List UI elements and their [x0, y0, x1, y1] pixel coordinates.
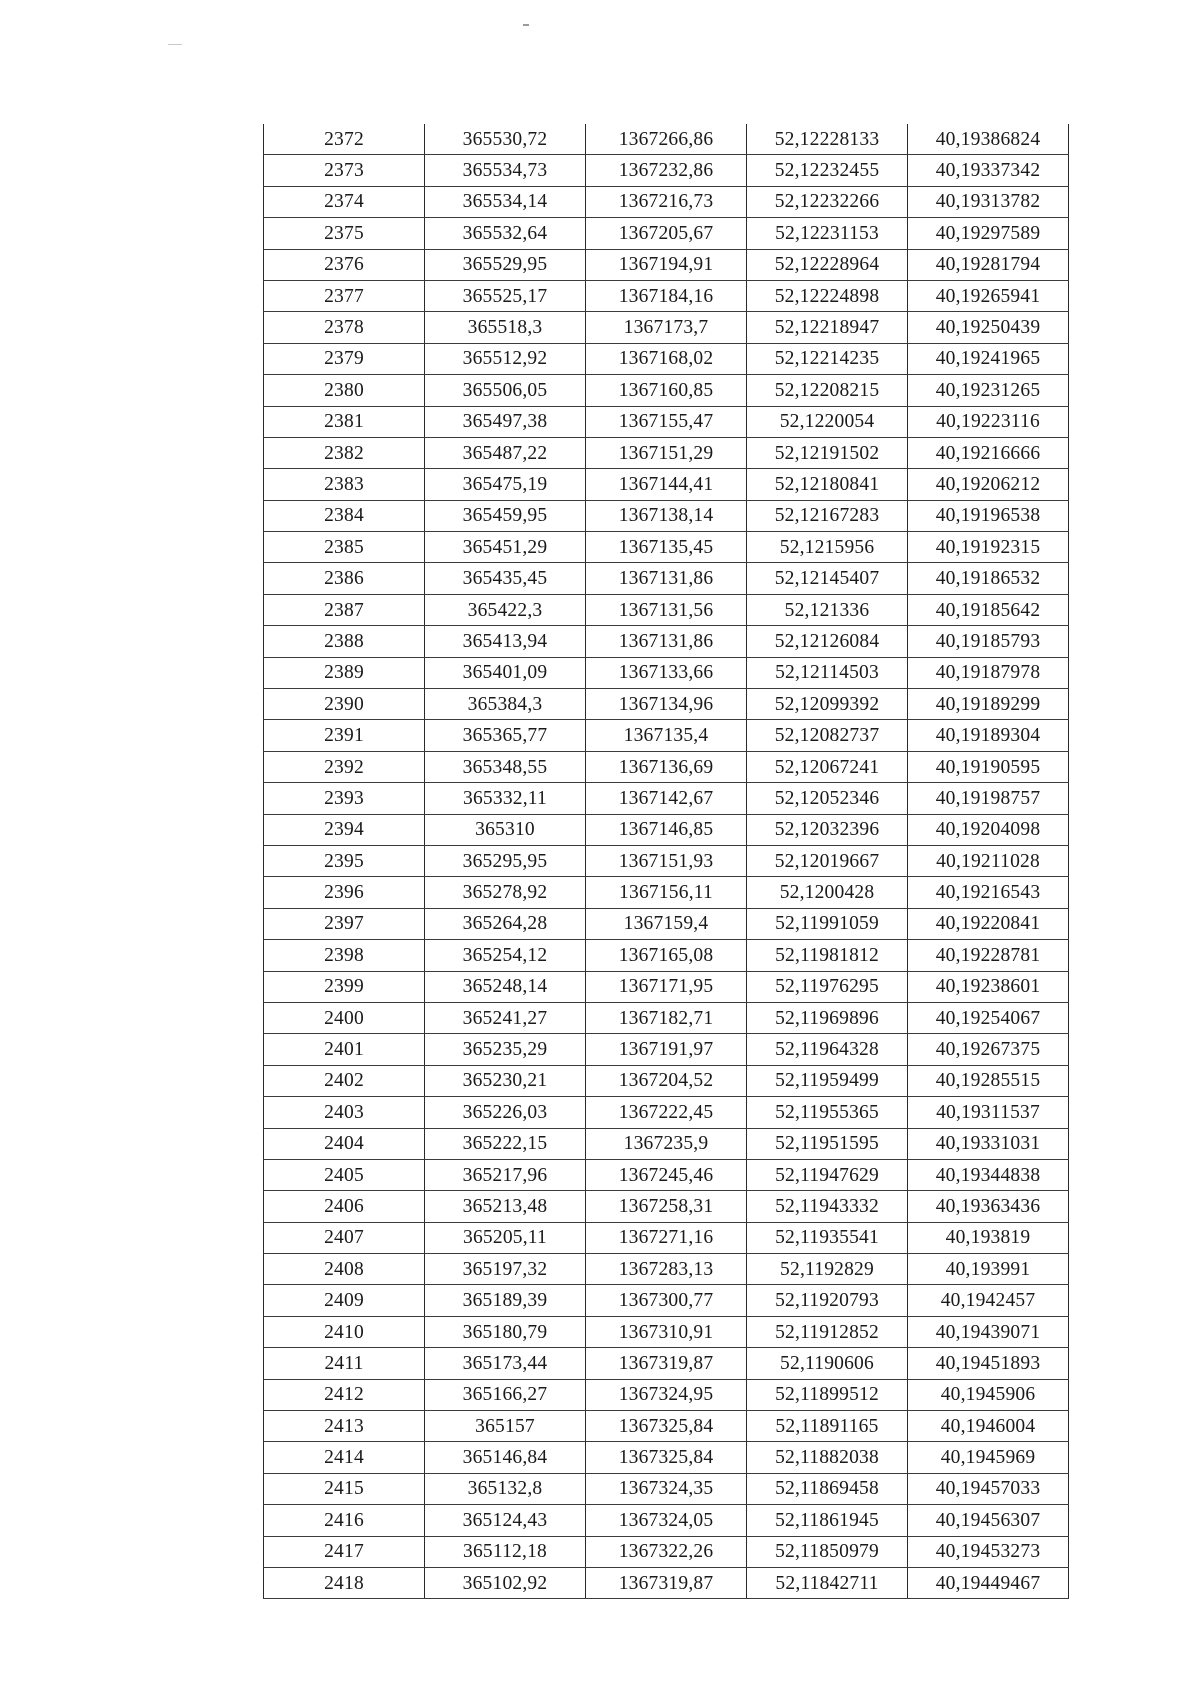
y-coordinate-cell: 1367324,05 [586, 1505, 747, 1536]
x-coordinate-cell: 365157 [425, 1411, 586, 1442]
latitude-cell: 52,12228133 [747, 124, 908, 155]
x-coordinate-cell: 365248,14 [425, 971, 586, 1002]
y-coordinate-cell: 1367266,86 [586, 124, 747, 155]
point-number-cell: 2373 [264, 155, 425, 186]
point-number-cell: 2379 [264, 343, 425, 374]
y-coordinate-cell: 1367325,84 [586, 1411, 747, 1442]
point-number-cell: 2389 [264, 657, 425, 688]
x-coordinate-cell: 365348,55 [425, 751, 586, 782]
y-coordinate-cell: 1367144,41 [586, 469, 747, 500]
y-coordinate-cell: 1367173,7 [586, 312, 747, 343]
table-row [264, 845, 1069, 876]
latitude-cell: 52,12167283 [747, 500, 908, 531]
latitude-cell: 52,12218947 [747, 312, 908, 343]
latitude-cell: 52,12019667 [747, 845, 908, 876]
x-coordinate-cell: 365518,3 [425, 312, 586, 343]
coordinates-table-body [264, 124, 1069, 1599]
longitude-cell: 40,19313782 [908, 186, 1069, 217]
table-row [264, 1159, 1069, 1190]
point-number-cell: 2393 [264, 783, 425, 814]
longitude-cell: 40,19457033 [908, 1473, 1069, 1504]
y-coordinate-cell: 1367155,47 [586, 406, 747, 437]
longitude-cell: 40,1942457 [908, 1285, 1069, 1316]
x-coordinate-cell: 365112,18 [425, 1536, 586, 1567]
y-coordinate-cell: 1367325,84 [586, 1442, 747, 1473]
y-coordinate-cell: 1367216,73 [586, 186, 747, 217]
y-coordinate-cell: 1367151,29 [586, 437, 747, 468]
x-coordinate-cell: 365197,32 [425, 1254, 586, 1285]
y-coordinate-cell: 1367324,95 [586, 1379, 747, 1410]
table-row [264, 249, 1069, 280]
point-number-cell: 2410 [264, 1316, 425, 1347]
longitude-cell: 40,19216543 [908, 877, 1069, 908]
longitude-cell: 40,19297589 [908, 218, 1069, 249]
longitude-cell: 40,1946004 [908, 1411, 1069, 1442]
table-row [264, 155, 1069, 186]
y-coordinate-cell: 1367300,77 [586, 1285, 747, 1316]
longitude-cell: 40,19228781 [908, 940, 1069, 971]
latitude-cell: 52,12067241 [747, 751, 908, 782]
x-coordinate-cell: 365497,38 [425, 406, 586, 437]
latitude-cell: 52,121336 [747, 594, 908, 625]
point-number-cell: 2403 [264, 1097, 425, 1128]
table-row [264, 657, 1069, 688]
point-number-cell: 2384 [264, 500, 425, 531]
y-coordinate-cell: 1367235,9 [586, 1128, 747, 1159]
x-coordinate-cell: 365132,8 [425, 1473, 586, 1504]
longitude-cell: 40,19281794 [908, 249, 1069, 280]
y-coordinate-cell: 1367232,86 [586, 155, 747, 186]
longitude-cell: 40,19449467 [908, 1567, 1069, 1598]
latitude-cell: 52,11943332 [747, 1191, 908, 1222]
longitude-cell: 40,193819 [908, 1222, 1069, 1253]
y-coordinate-cell: 1367182,71 [586, 1002, 747, 1033]
table-row [264, 751, 1069, 782]
latitude-cell: 52,12228964 [747, 249, 908, 280]
longitude-cell: 40,19223116 [908, 406, 1069, 437]
table-row [264, 783, 1069, 814]
latitude-cell: 52,11969896 [747, 1002, 908, 1033]
latitude-cell: 52,11959499 [747, 1065, 908, 1096]
y-coordinate-cell: 1367151,93 [586, 845, 747, 876]
y-coordinate-cell: 1367165,08 [586, 940, 747, 971]
x-coordinate-cell: 365529,95 [425, 249, 586, 280]
point-number-cell: 2399 [264, 971, 425, 1002]
table-row [264, 1254, 1069, 1285]
table-row [264, 1222, 1069, 1253]
longitude-cell: 40,19185642 [908, 594, 1069, 625]
longitude-cell: 40,19204098 [908, 814, 1069, 845]
point-number-cell: 2398 [264, 940, 425, 971]
point-number-cell: 2417 [264, 1536, 425, 1567]
latitude-cell: 52,11976295 [747, 971, 908, 1002]
table-row [264, 124, 1069, 155]
table-row [264, 1002, 1069, 1033]
longitude-cell: 40,19453273 [908, 1536, 1069, 1567]
y-coordinate-cell: 1367222,45 [586, 1097, 747, 1128]
longitude-cell: 40,19220841 [908, 908, 1069, 939]
table-row [264, 500, 1069, 531]
longitude-cell: 40,193991 [908, 1254, 1069, 1285]
latitude-cell: 52,11869458 [747, 1473, 908, 1504]
latitude-cell: 52,11899512 [747, 1379, 908, 1410]
latitude-cell: 52,1192829 [747, 1254, 908, 1285]
y-coordinate-cell: 1367156,11 [586, 877, 747, 908]
point-number-cell: 2391 [264, 720, 425, 751]
y-coordinate-cell: 1367135,4 [586, 720, 747, 751]
table-row [264, 532, 1069, 563]
latitude-cell: 52,11947629 [747, 1159, 908, 1190]
x-coordinate-cell: 365401,09 [425, 657, 586, 688]
x-coordinate-cell: 365475,19 [425, 469, 586, 500]
point-number-cell: 2396 [264, 877, 425, 908]
latitude-cell: 52,12099392 [747, 689, 908, 720]
point-number-cell: 2380 [264, 375, 425, 406]
table-row [264, 1505, 1069, 1536]
longitude-cell: 40,19439071 [908, 1316, 1069, 1347]
x-coordinate-cell: 365124,43 [425, 1505, 586, 1536]
x-coordinate-cell: 365532,64 [425, 218, 586, 249]
y-coordinate-cell: 1367204,52 [586, 1065, 747, 1096]
table-row [264, 940, 1069, 971]
table-row [264, 280, 1069, 311]
table-row [264, 1065, 1069, 1096]
table-row [264, 1536, 1069, 1567]
latitude-cell: 52,12214235 [747, 343, 908, 374]
latitude-cell: 52,12231153 [747, 218, 908, 249]
point-number-cell: 2372 [264, 124, 425, 155]
y-coordinate-cell: 1367194,91 [586, 249, 747, 280]
table-row [264, 1567, 1069, 1598]
point-number-cell: 2405 [264, 1159, 425, 1190]
latitude-cell: 52,12082737 [747, 720, 908, 751]
y-coordinate-cell: 1367324,35 [586, 1473, 747, 1504]
y-coordinate-cell: 1367159,4 [586, 908, 747, 939]
x-coordinate-cell: 365451,29 [425, 532, 586, 563]
latitude-cell: 52,11935541 [747, 1222, 908, 1253]
point-number-cell: 2406 [264, 1191, 425, 1222]
table-row [264, 1316, 1069, 1347]
x-coordinate-cell: 365384,3 [425, 689, 586, 720]
point-number-cell: 2407 [264, 1222, 425, 1253]
latitude-cell: 52,11964328 [747, 1034, 908, 1065]
point-number-cell: 2386 [264, 563, 425, 594]
point-number-cell: 2418 [264, 1567, 425, 1598]
x-coordinate-cell: 365295,95 [425, 845, 586, 876]
table-row [264, 594, 1069, 625]
point-number-cell: 2400 [264, 1002, 425, 1033]
longitude-cell: 40,19285515 [908, 1065, 1069, 1096]
point-number-cell: 2414 [264, 1442, 425, 1473]
x-coordinate-cell: 365525,17 [425, 280, 586, 311]
y-coordinate-cell: 1367310,91 [586, 1316, 747, 1347]
longitude-cell: 40,19185793 [908, 626, 1069, 657]
x-coordinate-cell: 365534,73 [425, 155, 586, 186]
latitude-cell: 52,11882038 [747, 1442, 908, 1473]
x-coordinate-cell: 365365,77 [425, 720, 586, 751]
y-coordinate-cell: 1367191,97 [586, 1034, 747, 1065]
longitude-cell: 40,19231265 [908, 375, 1069, 406]
latitude-cell: 52,12208215 [747, 375, 908, 406]
y-coordinate-cell: 1367271,16 [586, 1222, 747, 1253]
x-coordinate-cell: 365459,95 [425, 500, 586, 531]
table-row [264, 406, 1069, 437]
point-number-cell: 2402 [264, 1065, 425, 1096]
x-coordinate-cell: 365506,05 [425, 375, 586, 406]
table-row [264, 186, 1069, 217]
longitude-cell: 40,19363436 [908, 1191, 1069, 1222]
x-coordinate-cell: 365205,11 [425, 1222, 586, 1253]
latitude-cell: 52,12114503 [747, 657, 908, 688]
longitude-cell: 40,19241965 [908, 343, 1069, 374]
longitude-cell: 40,1945969 [908, 1442, 1069, 1473]
y-coordinate-cell: 1367245,46 [586, 1159, 747, 1190]
x-coordinate-cell: 365487,22 [425, 437, 586, 468]
table-row [264, 218, 1069, 249]
x-coordinate-cell: 365512,92 [425, 343, 586, 374]
table-row [264, 437, 1069, 468]
y-coordinate-cell: 1367184,16 [586, 280, 747, 311]
y-coordinate-cell: 1367133,66 [586, 657, 747, 688]
longitude-cell: 40,19211028 [908, 845, 1069, 876]
longitude-cell: 40,19192315 [908, 532, 1069, 563]
table-row [264, 1379, 1069, 1410]
point-number-cell: 2401 [264, 1034, 425, 1065]
point-number-cell: 2382 [264, 437, 425, 468]
y-coordinate-cell: 1367205,67 [586, 218, 747, 249]
x-coordinate-cell: 365413,94 [425, 626, 586, 657]
y-coordinate-cell: 1367319,87 [586, 1348, 747, 1379]
longitude-cell: 40,19238601 [908, 971, 1069, 1002]
point-number-cell: 2415 [264, 1473, 425, 1504]
x-coordinate-cell: 365254,12 [425, 940, 586, 971]
x-coordinate-cell: 365180,79 [425, 1316, 586, 1347]
latitude-cell: 52,11861945 [747, 1505, 908, 1536]
latitude-cell: 52,1215956 [747, 532, 908, 563]
latitude-cell: 52,11920793 [747, 1285, 908, 1316]
y-coordinate-cell: 1367131,86 [586, 626, 747, 657]
table-row [264, 1348, 1069, 1379]
y-coordinate-cell: 1367136,69 [586, 751, 747, 782]
table-row [264, 1128, 1069, 1159]
latitude-cell: 52,11850979 [747, 1536, 908, 1567]
x-coordinate-cell: 365217,96 [425, 1159, 586, 1190]
point-number-cell: 2416 [264, 1505, 425, 1536]
point-number-cell: 2376 [264, 249, 425, 280]
longitude-cell: 40,19254067 [908, 1002, 1069, 1033]
latitude-cell: 52,1200428 [747, 877, 908, 908]
y-coordinate-cell: 1367322,26 [586, 1536, 747, 1567]
latitude-cell: 52,11842711 [747, 1567, 908, 1598]
y-coordinate-cell: 1367135,45 [586, 532, 747, 563]
x-coordinate-cell: 365241,27 [425, 1002, 586, 1033]
latitude-cell: 52,12145407 [747, 563, 908, 594]
latitude-cell: 52,12191502 [747, 437, 908, 468]
table-row [264, 689, 1069, 720]
table-row [264, 908, 1069, 939]
latitude-cell: 52,11891165 [747, 1411, 908, 1442]
table-row [264, 563, 1069, 594]
longitude-cell: 40,19187978 [908, 657, 1069, 688]
table-row [264, 814, 1069, 845]
table-row [264, 1191, 1069, 1222]
table-row [264, 1473, 1069, 1504]
point-number-cell: 2394 [264, 814, 425, 845]
x-coordinate-cell: 365530,72 [425, 124, 586, 155]
longitude-cell: 40,19386824 [908, 124, 1069, 155]
longitude-cell: 40,19196538 [908, 500, 1069, 531]
latitude-cell: 52,11991059 [747, 908, 908, 939]
longitude-cell: 40,19198757 [908, 783, 1069, 814]
latitude-cell: 52,12180841 [747, 469, 908, 500]
latitude-cell: 52,12232266 [747, 186, 908, 217]
table-row [264, 343, 1069, 374]
latitude-cell: 52,11955365 [747, 1097, 908, 1128]
table-row [264, 1442, 1069, 1473]
longitude-cell: 40,19265941 [908, 280, 1069, 311]
longitude-cell: 40,19186532 [908, 563, 1069, 594]
point-number-cell: 2411 [264, 1348, 425, 1379]
point-number-cell: 2408 [264, 1254, 425, 1285]
x-coordinate-cell: 365310 [425, 814, 586, 845]
point-number-cell: 2390 [264, 689, 425, 720]
latitude-cell: 52,12052346 [747, 783, 908, 814]
latitude-cell: 52,12224898 [747, 280, 908, 311]
y-coordinate-cell: 1367171,95 [586, 971, 747, 1002]
x-coordinate-cell: 365189,39 [425, 1285, 586, 1316]
longitude-cell: 40,19216666 [908, 437, 1069, 468]
point-number-cell: 2387 [264, 594, 425, 625]
point-number-cell: 2377 [264, 280, 425, 311]
x-coordinate-cell: 365278,92 [425, 877, 586, 908]
y-coordinate-cell: 1367168,02 [586, 343, 747, 374]
x-coordinate-cell: 365102,92 [425, 1567, 586, 1598]
latitude-cell: 52,12126084 [747, 626, 908, 657]
table-row [264, 877, 1069, 908]
y-coordinate-cell: 1367258,31 [586, 1191, 747, 1222]
latitude-cell: 52,11981812 [747, 940, 908, 971]
point-number-cell: 2383 [264, 469, 425, 500]
scan-artifact-mark [523, 24, 529, 26]
latitude-cell: 52,1190606 [747, 1348, 908, 1379]
table-row [264, 626, 1069, 657]
longitude-cell: 40,19206212 [908, 469, 1069, 500]
coordinates-table [263, 124, 1069, 1599]
x-coordinate-cell: 365222,15 [425, 1128, 586, 1159]
x-coordinate-cell: 365213,48 [425, 1191, 586, 1222]
latitude-cell: 52,11912852 [747, 1316, 908, 1347]
point-number-cell: 2374 [264, 186, 425, 217]
longitude-cell: 40,19451893 [908, 1348, 1069, 1379]
longitude-cell: 40,19189304 [908, 720, 1069, 751]
latitude-cell: 52,11951595 [747, 1128, 908, 1159]
table-row [264, 720, 1069, 751]
table-row [264, 1034, 1069, 1065]
latitude-cell: 52,1220054 [747, 406, 908, 437]
longitude-cell: 40,19311537 [908, 1097, 1069, 1128]
x-coordinate-cell: 365230,21 [425, 1065, 586, 1096]
x-coordinate-cell: 365422,3 [425, 594, 586, 625]
point-number-cell: 2392 [264, 751, 425, 782]
longitude-cell: 40,19267375 [908, 1034, 1069, 1065]
point-number-cell: 2381 [264, 406, 425, 437]
longitude-cell: 40,1945906 [908, 1379, 1069, 1410]
point-number-cell: 2397 [264, 908, 425, 939]
latitude-cell: 52,12232455 [747, 155, 908, 186]
x-coordinate-cell: 365235,29 [425, 1034, 586, 1065]
longitude-cell: 40,19344838 [908, 1159, 1069, 1190]
point-number-cell: 2404 [264, 1128, 425, 1159]
y-coordinate-cell: 1367134,96 [586, 689, 747, 720]
table-row [264, 1411, 1069, 1442]
y-coordinate-cell: 1367319,87 [586, 1567, 747, 1598]
y-coordinate-cell: 1367131,56 [586, 594, 747, 625]
scan-artifact-line [168, 44, 182, 45]
point-number-cell: 2385 [264, 532, 425, 563]
x-coordinate-cell: 365146,84 [425, 1442, 586, 1473]
point-number-cell: 2409 [264, 1285, 425, 1316]
x-coordinate-cell: 365332,11 [425, 783, 586, 814]
x-coordinate-cell: 365534,14 [425, 186, 586, 217]
x-coordinate-cell: 365166,27 [425, 1379, 586, 1410]
point-number-cell: 2395 [264, 845, 425, 876]
x-coordinate-cell: 365435,45 [425, 563, 586, 594]
y-coordinate-cell: 1367131,86 [586, 563, 747, 594]
latitude-cell: 52,12032396 [747, 814, 908, 845]
point-number-cell: 2388 [264, 626, 425, 657]
y-coordinate-cell: 1367142,67 [586, 783, 747, 814]
longitude-cell: 40,19331031 [908, 1128, 1069, 1159]
y-coordinate-cell: 1367138,14 [586, 500, 747, 531]
longitude-cell: 40,19456307 [908, 1505, 1069, 1536]
y-coordinate-cell: 1367283,13 [586, 1254, 747, 1285]
y-coordinate-cell: 1367160,85 [586, 375, 747, 406]
x-coordinate-cell: 365173,44 [425, 1348, 586, 1379]
longitude-cell: 40,19250439 [908, 312, 1069, 343]
table-row [264, 375, 1069, 406]
longitude-cell: 40,19337342 [908, 155, 1069, 186]
point-number-cell: 2412 [264, 1379, 425, 1410]
longitude-cell: 40,19189299 [908, 689, 1069, 720]
table-row [264, 971, 1069, 1002]
point-number-cell: 2413 [264, 1411, 425, 1442]
longitude-cell: 40,19190595 [908, 751, 1069, 782]
y-coordinate-cell: 1367146,85 [586, 814, 747, 845]
point-number-cell: 2378 [264, 312, 425, 343]
x-coordinate-cell: 365264,28 [425, 908, 586, 939]
x-coordinate-cell: 365226,03 [425, 1097, 586, 1128]
table-row [264, 469, 1069, 500]
table-row [264, 1097, 1069, 1128]
point-number-cell: 2375 [264, 218, 425, 249]
table-row [264, 312, 1069, 343]
table-row [264, 1285, 1069, 1316]
